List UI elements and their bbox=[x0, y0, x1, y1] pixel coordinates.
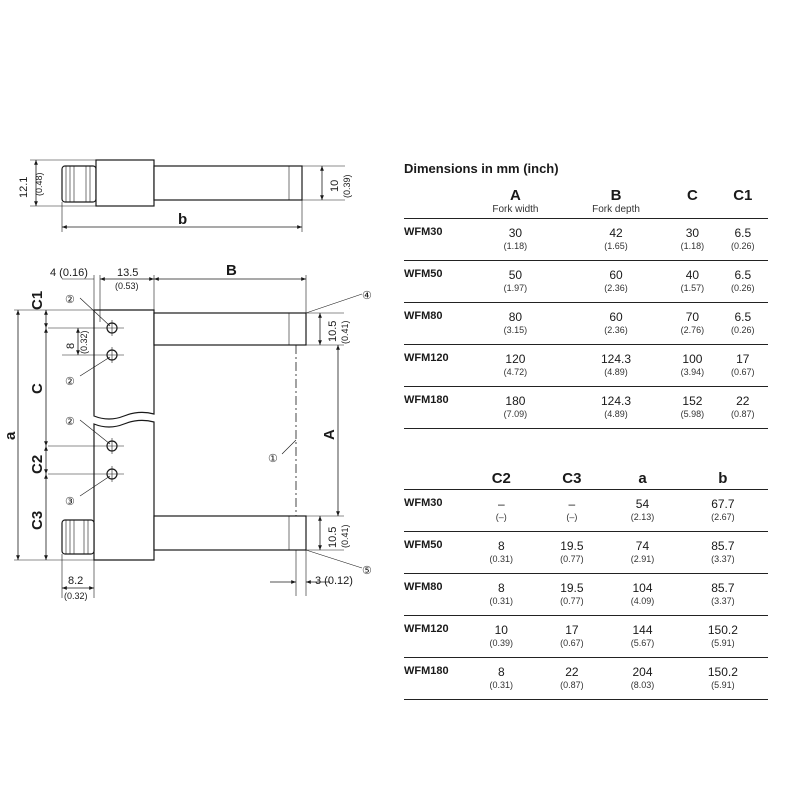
model-name: WFM120 bbox=[404, 616, 466, 658]
table-cell bbox=[607, 658, 678, 700]
table1-header-B: B bbox=[610, 187, 622, 204]
table-cell bbox=[667, 387, 717, 429]
dimensions-table-1 bbox=[404, 182, 768, 429]
dim-length-b-label: b bbox=[178, 211, 188, 228]
value-mm: 60 bbox=[609, 310, 623, 324]
table1-subheader-C1 bbox=[718, 204, 768, 219]
table-cell bbox=[667, 219, 717, 261]
value-inch: (0.31) bbox=[489, 680, 514, 690]
table-cell bbox=[718, 219, 768, 261]
table-cell bbox=[678, 574, 768, 616]
value-mm: 8 bbox=[497, 581, 505, 595]
value-mm: 22 bbox=[565, 665, 579, 679]
table-cell bbox=[678, 616, 768, 658]
table-cell bbox=[718, 303, 768, 345]
dim-C3-label: C3 bbox=[29, 510, 46, 530]
table-cell bbox=[678, 658, 768, 700]
table-cell bbox=[537, 616, 608, 658]
housing-upper bbox=[94, 310, 154, 419]
table2-header-C3: C3 bbox=[562, 470, 582, 487]
table-cell bbox=[607, 574, 678, 616]
value-inch: (4.09) bbox=[630, 596, 655, 606]
table-row bbox=[404, 574, 768, 616]
value-mm: 10 bbox=[494, 623, 508, 637]
value-mm: 104 bbox=[632, 581, 653, 595]
value-inch: (2.36) bbox=[604, 283, 628, 293]
dim-conn-label: 8.2 bbox=[68, 575, 84, 587]
value-inch: (1.97) bbox=[503, 283, 528, 293]
value-inch: (0.26) bbox=[731, 241, 755, 251]
value-inch: (3.94) bbox=[680, 367, 705, 377]
table-cell bbox=[466, 658, 537, 700]
value-mm: – bbox=[568, 497, 576, 511]
front-view bbox=[2, 262, 372, 601]
dim-A-label: A bbox=[321, 429, 338, 440]
value-inch: (3.37) bbox=[711, 596, 735, 606]
value-inch: (0.39) bbox=[489, 638, 514, 648]
dim-rod-inch-label: (0.39) bbox=[342, 174, 352, 198]
table-cell bbox=[466, 616, 537, 658]
table-cell bbox=[466, 303, 565, 345]
model-name: WFM30 bbox=[404, 219, 466, 261]
table-row bbox=[404, 616, 768, 658]
value-mm: 17 bbox=[736, 352, 750, 366]
table-cell bbox=[678, 532, 768, 574]
value-inch: (0.31) bbox=[489, 596, 514, 606]
table-cell bbox=[537, 574, 608, 616]
table-row bbox=[404, 261, 768, 303]
dim-height-inch-label: (0.48) bbox=[34, 172, 44, 196]
model-name: WFM120 bbox=[404, 345, 466, 387]
table-cell bbox=[466, 532, 537, 574]
value-mm: 70 bbox=[685, 310, 700, 324]
table-cell bbox=[466, 261, 565, 303]
table2-header-a: a bbox=[638, 470, 647, 487]
value-inch: (0.87) bbox=[731, 409, 755, 419]
dim-height-label: 12.1 bbox=[18, 176, 30, 198]
value-inch: (0.77) bbox=[560, 554, 584, 564]
value-mm: 150.2 bbox=[707, 623, 738, 637]
value-inch: (7.09) bbox=[503, 409, 528, 419]
table-cell bbox=[718, 345, 768, 387]
housing-lower bbox=[94, 420, 154, 560]
table-cell bbox=[607, 616, 678, 658]
table1-header-C: C bbox=[687, 187, 698, 204]
value-mm: 67.7 bbox=[711, 497, 735, 511]
value-mm: 19.5 bbox=[560, 581, 584, 595]
table-cell bbox=[667, 303, 717, 345]
value-mm: 30 bbox=[508, 226, 523, 240]
dim-body-label: 13.5 bbox=[117, 267, 139, 279]
table-row bbox=[404, 490, 768, 532]
connector-top bbox=[62, 166, 96, 202]
value-mm: 100 bbox=[682, 352, 703, 366]
dim-conn-inch-label: (0.32) bbox=[64, 591, 88, 601]
value-mm: 54 bbox=[635, 497, 650, 511]
value-mm: 60 bbox=[609, 268, 623, 282]
value-inch: (0.67) bbox=[731, 367, 755, 377]
value-mm: 6.5 bbox=[734, 268, 752, 282]
value-inch: (0.77) bbox=[560, 596, 584, 606]
table-cell bbox=[466, 345, 565, 387]
value-inch: (4.89) bbox=[604, 409, 628, 419]
value-inch: (3.37) bbox=[711, 554, 735, 564]
value-mm: 204 bbox=[632, 665, 653, 679]
value-mm: 85.7 bbox=[711, 581, 735, 595]
value-inch: (0.26) bbox=[731, 325, 755, 335]
dim-C1-label: C1 bbox=[29, 290, 46, 310]
table-cell bbox=[667, 261, 717, 303]
value-mm: 6.5 bbox=[734, 226, 752, 240]
table2-header-C2: C2 bbox=[491, 470, 511, 487]
value-inch: (1.65) bbox=[604, 241, 628, 251]
value-inch: (2.67) bbox=[711, 512, 735, 522]
connector-front bbox=[62, 520, 94, 554]
value-inch: (1.18) bbox=[680, 241, 705, 251]
table-row bbox=[404, 387, 768, 429]
table-row bbox=[404, 345, 768, 387]
table2-header-b: b bbox=[718, 470, 728, 487]
value-inch: (2.91) bbox=[630, 554, 655, 564]
fork-arm-upper bbox=[154, 313, 306, 345]
dim-8-label: 8 bbox=[65, 342, 77, 349]
model-name: WFM180 bbox=[404, 658, 466, 700]
value-inch: (0.87) bbox=[560, 680, 584, 690]
value-mm: 124.3 bbox=[601, 394, 632, 408]
table-row bbox=[404, 658, 768, 700]
value-mm: 8 bbox=[497, 539, 505, 553]
value-inch: (5.91) bbox=[711, 638, 735, 648]
value-mm: – bbox=[497, 497, 505, 511]
callout-4: ④ bbox=[362, 290, 372, 302]
table-cell bbox=[565, 219, 667, 261]
callout-1: ① bbox=[268, 453, 278, 465]
table-cell bbox=[718, 387, 768, 429]
value-inch: (4.72) bbox=[503, 367, 528, 377]
table-row bbox=[404, 219, 768, 261]
dim-C-label: C bbox=[29, 383, 46, 394]
table1-subheader-C bbox=[667, 204, 717, 219]
table-cell bbox=[678, 490, 768, 532]
dim-rod-label: 10 bbox=[329, 179, 341, 192]
model-name: WFM30 bbox=[404, 490, 466, 532]
table-cell bbox=[607, 490, 678, 532]
callout-2-b: ② bbox=[65, 376, 75, 388]
table-cell bbox=[537, 532, 608, 574]
table-cell bbox=[466, 490, 537, 532]
model-name: WFM50 bbox=[404, 261, 466, 303]
dim-rod-bot-label: 10.5 bbox=[327, 526, 339, 548]
dim-C2-label: C2 bbox=[29, 454, 46, 474]
table1-body bbox=[404, 219, 768, 429]
table2-body bbox=[404, 490, 768, 700]
value-mm: 19.5 bbox=[560, 539, 584, 553]
table2-corner bbox=[404, 465, 466, 490]
value-mm: 30 bbox=[685, 226, 700, 240]
table-cell bbox=[537, 658, 608, 700]
model-name: WFM80 bbox=[404, 574, 466, 616]
value-mm: 180 bbox=[505, 394, 526, 408]
table1-subheader-B: Fork depth bbox=[592, 204, 640, 215]
table-cell bbox=[466, 574, 537, 616]
dim-a-label: a bbox=[2, 431, 19, 440]
value-inch: (2.76) bbox=[680, 325, 705, 335]
model-name: WFM180 bbox=[404, 387, 466, 429]
table1-corner bbox=[404, 182, 466, 204]
dim-body-inch-label: (0.53) bbox=[115, 281, 139, 291]
value-mm: 152 bbox=[682, 394, 703, 408]
callout-2-a: ② bbox=[65, 294, 75, 306]
value-mm: 17 bbox=[565, 623, 579, 637]
model-name: WFM50 bbox=[404, 532, 466, 574]
table1-header-C1: C1 bbox=[733, 187, 753, 204]
value-mm: 74 bbox=[635, 539, 650, 553]
value-inch: (4.89) bbox=[604, 367, 628, 377]
table-cell bbox=[466, 219, 565, 261]
dim-B-label: B bbox=[226, 262, 237, 279]
value-mm: 6.5 bbox=[734, 310, 752, 324]
dim-rod-top-label: 10.5 bbox=[327, 320, 339, 342]
value-mm: 50 bbox=[508, 268, 523, 282]
value-inch: (5.67) bbox=[630, 638, 655, 648]
fork-arm-top bbox=[154, 166, 302, 200]
dim-tip-label: 3 (0.12) bbox=[315, 575, 353, 587]
value-inch: (1.57) bbox=[680, 283, 705, 293]
value-inch: (5.91) bbox=[711, 680, 735, 690]
dim-offset-label: 4 (0.16) bbox=[50, 267, 88, 279]
value-inch: (8.03) bbox=[630, 680, 655, 690]
value-inch: (2.36) bbox=[604, 325, 628, 335]
value-inch: (2.13) bbox=[630, 512, 655, 522]
table-cell bbox=[565, 303, 667, 345]
callout-5: ⑤ bbox=[362, 565, 372, 577]
table-row bbox=[404, 532, 768, 574]
table-cell bbox=[607, 532, 678, 574]
table-cell bbox=[667, 345, 717, 387]
value-inch: (5.98) bbox=[680, 409, 705, 419]
value-inch: (0.31) bbox=[489, 554, 514, 564]
callout-2-c: ② bbox=[65, 416, 75, 428]
value-mm: 42 bbox=[609, 226, 623, 240]
fork-arm-lower bbox=[154, 516, 306, 550]
table-cell bbox=[565, 387, 667, 429]
table1-subheader-A: Fork width bbox=[492, 204, 539, 215]
dim-rod-top-inch-label: (0.41) bbox=[340, 320, 350, 344]
callout-3: ③ bbox=[65, 496, 75, 508]
value-inch: (0.67) bbox=[560, 638, 584, 648]
value-inch: (3.15) bbox=[503, 325, 528, 335]
model-name: WFM80 bbox=[404, 303, 466, 345]
table1-sub-corner bbox=[404, 204, 466, 219]
dimensions-table-2 bbox=[404, 465, 768, 700]
value-inch: (1.18) bbox=[503, 241, 528, 251]
value-mm: 144 bbox=[632, 623, 653, 637]
value-mm: 8 bbox=[497, 665, 505, 679]
table1-header-A: A bbox=[509, 187, 521, 204]
table-cell bbox=[466, 387, 565, 429]
value-mm: 120 bbox=[505, 352, 526, 366]
value-inch: (0.26) bbox=[731, 283, 755, 293]
value-inch: (–) bbox=[495, 512, 507, 522]
housing-top bbox=[96, 160, 154, 206]
top-view bbox=[18, 160, 352, 232]
value-mm: 150.2 bbox=[707, 665, 738, 679]
value-mm: 22 bbox=[736, 394, 750, 408]
table-cell bbox=[718, 261, 768, 303]
value-mm: 85.7 bbox=[711, 539, 735, 553]
table-row bbox=[404, 303, 768, 345]
value-inch: (–) bbox=[566, 512, 578, 522]
dimensions-tables bbox=[404, 156, 768, 700]
value-mm: 124.3 bbox=[601, 352, 632, 366]
table-title: Dimensions in mm (inch) bbox=[404, 161, 559, 176]
dim-rod-bot-inch-label: (0.41) bbox=[340, 524, 350, 548]
table-cell bbox=[565, 345, 667, 387]
value-mm: 40 bbox=[685, 268, 700, 282]
table-cell bbox=[565, 261, 667, 303]
dim-8-inch-label: (0.32) bbox=[79, 330, 89, 354]
table-cell bbox=[537, 490, 608, 532]
value-mm: 80 bbox=[508, 310, 523, 324]
